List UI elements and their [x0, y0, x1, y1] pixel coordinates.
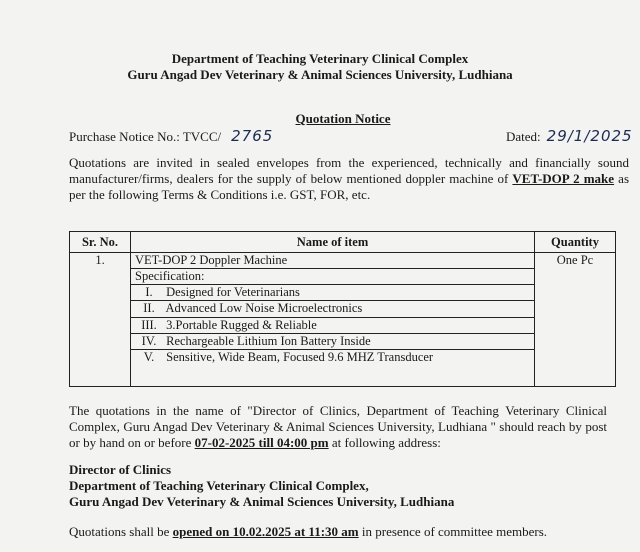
spec-label-cell: Specification: [131, 269, 535, 285]
sr-no-cell: 1. [70, 253, 131, 387]
col-item-name: Name of item [131, 232, 535, 253]
opening-notice [69, 524, 547, 540]
spec-text: Advanced Low Noise Microelectronics [165, 301, 363, 316]
spec-cell [131, 333, 535, 349]
opening-text: Quotations shall be [69, 524, 173, 539]
intro-text: Quotations are invited in sealed envelopes from the experienced, technically and financially sound manufacturer/firms, dealers for the supply of below mentioned doppler machine of [69, 155, 629, 186]
dated-value: 29/1/2025 [546, 127, 633, 145]
spec-cell [131, 350, 535, 387]
table-row [70, 317, 616, 333]
items-table [69, 231, 616, 387]
spec-number: III. [141, 317, 157, 332]
spec-cell [131, 301, 535, 317]
table-row [70, 285, 616, 301]
address-line-2: Department of Teaching Veterinary Clinical Complex, [69, 478, 369, 493]
purchase-notice-label: Purchase Notice No.: TVCC/ [69, 129, 222, 144]
spec-number: I. [145, 285, 153, 300]
department-heading: Department of Teaching Veterinary Clinical Complex [171, 51, 469, 66]
spec-number: II. [143, 301, 155, 316]
table-row [70, 301, 616, 317]
quantity-cell: One Pc [535, 253, 616, 387]
spec-number: IV. [141, 333, 157, 348]
dated [506, 127, 633, 145]
spec-number: V. [143, 350, 155, 364]
table-row [70, 333, 616, 349]
spec-text: Rechargeable Lithium Ion Battery Inside [166, 333, 371, 348]
spec-text: Designed for Veterinarians [166, 285, 300, 300]
opening-text-end: in presence of committee members. [358, 524, 548, 539]
submission-text-end: at following address: [328, 435, 441, 450]
spec-text: Sensitive, Wide Beam, Focused 9.6 MHZ Transducer [166, 350, 434, 364]
university-heading: Guru Angad Dev Veterinary & Animal Sciences University, Ludhiana [127, 67, 513, 82]
page-title: Quotation Notice [295, 111, 391, 126]
submission-text: The quotations in the name of "Director of Clinics, Department of Teaching Veterinary Clinical Complex, Guru Angad Dev Veterinary & Animal Sciences University, Ludhiana " should reach by post or by hand on or before [69, 403, 607, 450]
dated-label: Dated: [506, 129, 541, 144]
table-row [70, 350, 616, 387]
intro-highlight: VET-DOP 2 make [512, 171, 615, 186]
item-name-cell: VET-DOP 2 Doppler Machine [131, 253, 535, 269]
address-line-3: Guru Angad Dev Veterinary & Animal Sciences University, Ludhiana [69, 494, 455, 509]
purchase-notice [69, 127, 273, 145]
intro-paragraph [69, 155, 629, 203]
spec-text: 3.Portable Rugged & Reliable [166, 317, 317, 332]
submission-paragraph [69, 403, 607, 451]
submission-deadline: 07-02-2025 till 04:00 pm [194, 435, 329, 450]
table-row [70, 269, 616, 285]
spec-cell [131, 285, 535, 301]
col-quantity: Quantity [535, 232, 616, 253]
purchase-notice-number: 2765 [231, 127, 274, 145]
spec-cell [131, 317, 535, 333]
opening-highlight: opened on 10.02.2025 at 11:30 am [172, 524, 359, 539]
table-header-row [70, 232, 616, 253]
col-sr-no: Sr. No. [70, 232, 131, 253]
address-line-1: Director of Clinics [69, 462, 172, 477]
table-row [70, 253, 616, 269]
intro-text-end: as per the following Terms & Conditions i.e. GST, FOR, etc. [69, 171, 630, 202]
